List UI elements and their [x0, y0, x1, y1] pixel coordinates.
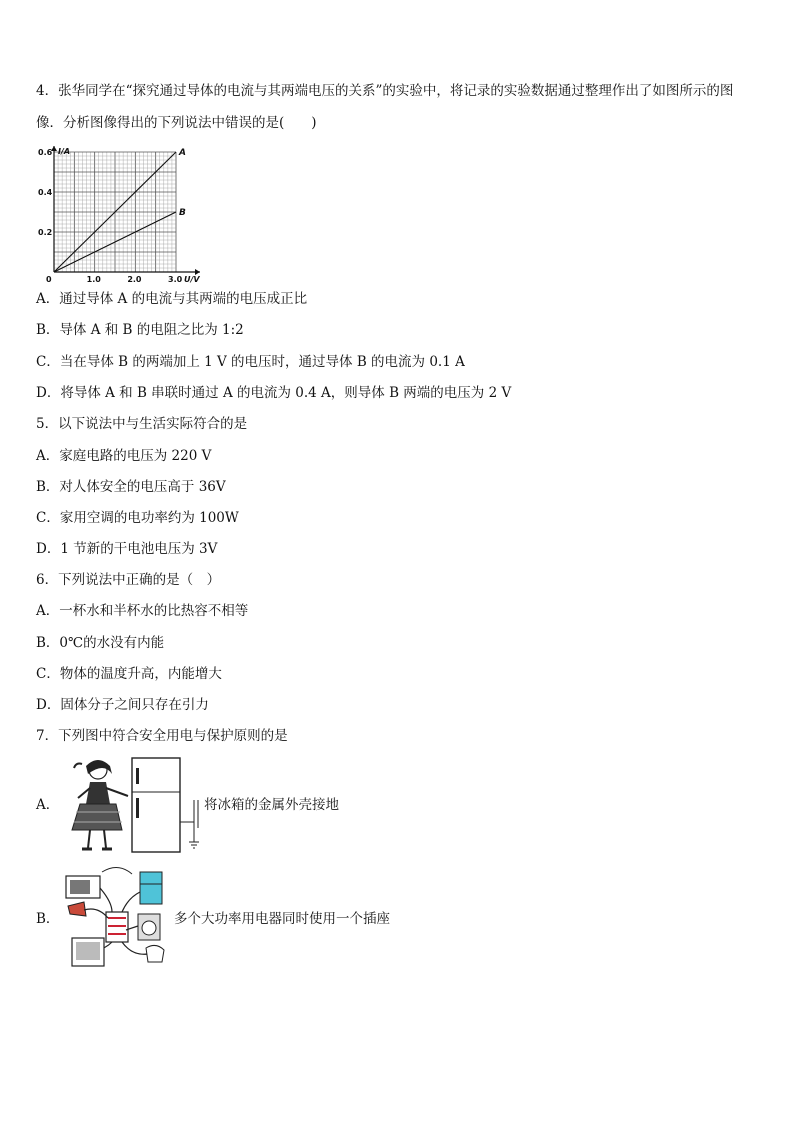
q4-option-d: D．将导体 A 和 B 串联时通过 A 的电流为 0.4 A，则导体 B 两端的电压为 2 V	[36, 385, 512, 401]
y-tick-label: 0.6	[38, 148, 53, 157]
q7-option-a-label: A．	[36, 797, 60, 813]
q5-stem: 5．以下说法中与生活实际符合的是	[36, 416, 248, 432]
y-tick-label: 0.2	[38, 228, 53, 237]
q4-stem-line1: 4．张华同学在“探究通过导体的电流与其两端电压的关系”的实验中，将记录的实验数据通过整理作出了如图所示的图	[36, 83, 734, 99]
q6-option-b: B．0℃的水没有内能	[36, 635, 165, 651]
q6-option-a: A．一杯水和半杯水的比热容不相等	[36, 603, 249, 619]
q7-option-b-text: 多个大功率用电器同时使用一个插座	[174, 911, 390, 927]
y-tick-label: 0.4	[38, 188, 53, 197]
iv-graph	[36, 144, 208, 284]
axes	[51, 146, 200, 275]
x-axis-label: U/V	[184, 275, 200, 284]
q4-option-a: A．通过导体 A 的电流与其两端的电压成正比	[36, 291, 308, 307]
q4-option-c: C．当在导体 B 的两端加上 1 V 的电压时，通过导体 B 的电流为 0.1 A	[36, 354, 465, 370]
q4-stem-line2: 像．分析图像得出的下列说法中错误的是( )	[36, 115, 317, 131]
q7-option-b-label: B．	[36, 911, 60, 927]
fridge-grounding-illustration	[62, 752, 210, 856]
q5-option-c: C．家用空调的电功率约为 100W	[36, 510, 239, 526]
q6-option-c: C．物体的温度升高，内能增大	[36, 666, 222, 682]
series-label-b: B	[179, 208, 186, 218]
y-axis-label: I/A	[58, 147, 71, 156]
x-tick-label: 0	[46, 275, 52, 284]
q5-option-a: A．家庭电路的电压为 220 V	[36, 448, 212, 464]
series-label-a: A	[179, 148, 186, 158]
q5-option-d: D．1 节新的干电池电压为 3V	[36, 541, 218, 557]
x-tick-label: 1.0	[86, 275, 101, 284]
x-tick-label: 2.0	[127, 275, 142, 284]
q6-stem: 6．下列说法中正确的是（ ）	[36, 572, 221, 588]
q4-option-b: B．导体 A 和 B 的电阻之比为 1:2	[36, 322, 244, 338]
q7-stem: 7．下列图中符合安全用电与保护原则的是	[36, 728, 288, 744]
q5-option-b: B．对人体安全的电压高于 36V	[36, 479, 226, 495]
overloaded-socket-illustration	[62, 862, 174, 972]
q6-option-d: D．固体分子之间只存在引力	[36, 697, 209, 713]
q7-option-a-text: 将冰箱的金属外壳接地	[204, 797, 339, 813]
x-tick-label: 3.0	[168, 275, 183, 284]
